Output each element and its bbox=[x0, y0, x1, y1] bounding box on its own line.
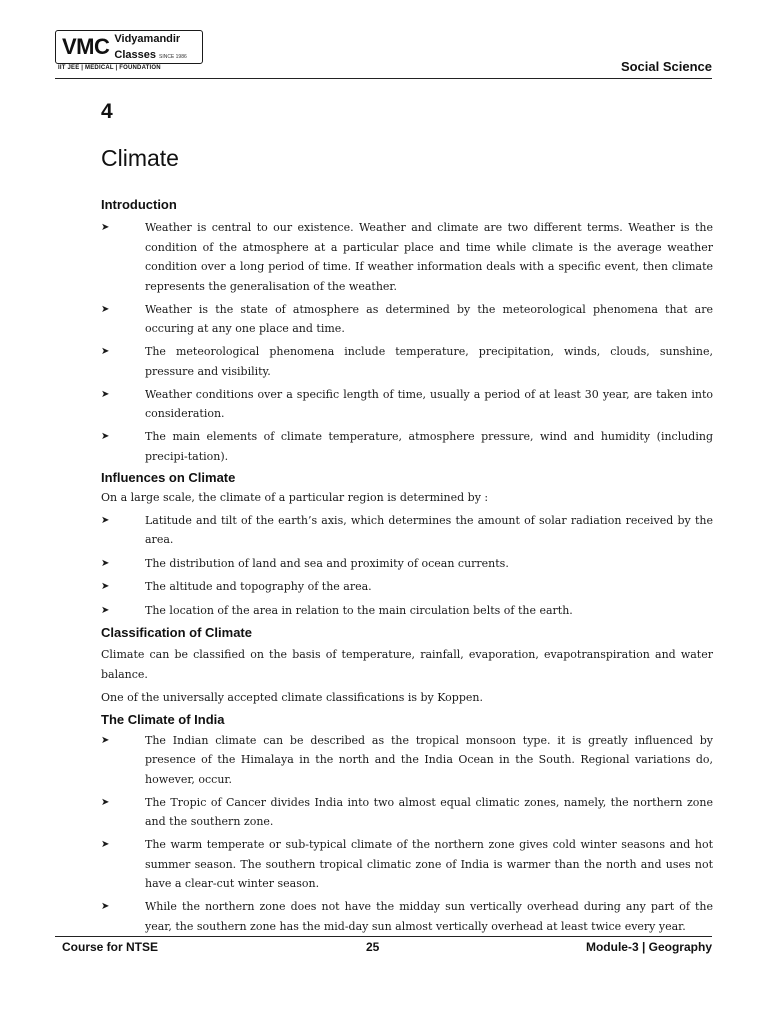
arrow-bullet-icon: ➤ bbox=[101, 222, 110, 233]
list-item bbox=[101, 511, 713, 550]
list-item bbox=[101, 218, 713, 296]
list-item-text: While the northern zone does not have the midday sun vertically overhead during any part of the year, the southern zone has the mid-day sun almost vertically overhead at least twice every year. bbox=[145, 900, 713, 933]
list-item bbox=[101, 835, 713, 894]
logo-since: SINCE 1986 bbox=[158, 53, 187, 60]
arrow-bullet-icon: ➤ bbox=[101, 901, 110, 912]
list-item-text: Weather conditions over a specific length of time, usually a period of at least 30 year, are taken into consideration. bbox=[145, 387, 713, 420]
arrow-bullet-icon: ➤ bbox=[101, 581, 110, 592]
list-item bbox=[101, 300, 713, 339]
list-item-text: Latitude and tilt of the earth’s axis, which determines the amount of solar radiation received by the area. bbox=[145, 513, 713, 546]
introduction-list bbox=[101, 218, 713, 466]
india-list bbox=[101, 731, 713, 937]
classification-paragraph-2: One of the universally accepted climate classifications is by Koppen. bbox=[101, 691, 483, 704]
page-content bbox=[101, 197, 713, 940]
list-item-text: The altitude and topography of the area. bbox=[145, 580, 372, 593]
list-item-text: The Indian climate can be described as the tropical monsoon type. it is greatly influenced by presence of the Himalaya in the north and the India Ocean in the South. Regional variations do, however, occur. bbox=[145, 733, 713, 786]
section-heading-introduction: Introduction bbox=[101, 197, 177, 212]
arrow-bullet-icon: ➤ bbox=[101, 734, 110, 746]
list-item-text: Weather is the state of atmosphere as determined by the meteorological phenomena that are occuring at any one place and time. bbox=[145, 302, 713, 335]
logo-name-line2: Classes bbox=[114, 48, 156, 61]
chapter-title: Climate bbox=[101, 145, 179, 171]
list-item bbox=[101, 385, 713, 424]
arrow-bullet-icon: ➤ bbox=[101, 303, 110, 315]
footer-divider bbox=[55, 936, 712, 937]
logo bbox=[55, 30, 203, 64]
list-item bbox=[101, 601, 713, 621]
list-item bbox=[101, 731, 713, 790]
list-item-text: The Tropic of Cancer divides India into two almost equal climatic zones, namely, the northern zone and the southern zone. bbox=[145, 795, 713, 828]
list-item bbox=[101, 577, 713, 597]
list-item-text: The main elements of climate temperature, atmosphere pressure, wind and humidity (including precipi-tation). bbox=[145, 430, 713, 463]
logo-name-block bbox=[114, 34, 186, 61]
footer-course: Course for NTSE bbox=[62, 940, 159, 954]
arrow-bullet-icon: ➤ bbox=[101, 557, 110, 569]
page-number: 25 bbox=[366, 940, 380, 954]
arrow-bullet-icon: ➤ bbox=[101, 346, 110, 357]
list-item bbox=[101, 793, 713, 832]
list-item bbox=[101, 427, 713, 466]
list-item bbox=[101, 342, 713, 381]
list-item-text: The meteorological phenomena include temperature, precipitation, winds, clouds, sunshine, pressure and visibility. bbox=[145, 345, 713, 378]
logo-vmc-text: VMC bbox=[62, 34, 110, 59]
list-item-text: Weather is central to our existence. Weather and climate are two different terms. Weather is the condition of the atmosphere at a particular place and time while climate is the average weather condition over a long period of time. If weather information deals with a specific event, then climate represents the generalisation of the weather. bbox=[145, 221, 713, 293]
arrow-bullet-icon: ➤ bbox=[101, 388, 110, 400]
logo-name-line1: Vidyamandir bbox=[114, 32, 181, 45]
section-heading-influences: Influences on Climate bbox=[101, 470, 236, 485]
list-item bbox=[101, 897, 713, 936]
arrow-bullet-icon: ➤ bbox=[101, 604, 110, 616]
chapter-number: 4 bbox=[101, 100, 113, 123]
list-item-text: The distribution of land and sea and proximity of ocean currents. bbox=[145, 556, 509, 570]
list-item bbox=[101, 554, 713, 574]
list-item-text: The location of the area in relation to the main circulation belts of the earth. bbox=[145, 603, 573, 617]
arrow-bullet-icon: ➤ bbox=[101, 796, 110, 808]
section-heading-classification: Classification of Climate bbox=[101, 625, 252, 640]
footer-module: Module-3 | Geography bbox=[585, 940, 712, 954]
influences-lead: On a large scale, the climate of a particular region is determined by : bbox=[101, 491, 489, 504]
list-item-text: The warm temperate or sub-typical climate of the northern zone gives cold winter seasons and hot summer season. The southern tropical climatic zone of India is warmer than the north and uses not have a clear-cut winter season. bbox=[145, 838, 713, 890]
arrow-bullet-icon: ➤ bbox=[101, 839, 110, 850]
section-heading-india: The Climate of India bbox=[101, 711, 225, 727]
influences-list bbox=[101, 511, 713, 621]
header-divider bbox=[55, 78, 712, 79]
arrow-bullet-icon: ➤ bbox=[101, 514, 110, 526]
arrow-bullet-icon: ➤ bbox=[101, 431, 110, 442]
header-subject: Social Science bbox=[620, 59, 712, 74]
classification-paragraph-1: Climate can be classified on the basis of temperature, rainfall, evaporation, evapotranspiration and water balance. bbox=[101, 648, 713, 681]
logo-tagline: IIT JEE | MEDICAL | FOUNDATION bbox=[58, 65, 161, 71]
